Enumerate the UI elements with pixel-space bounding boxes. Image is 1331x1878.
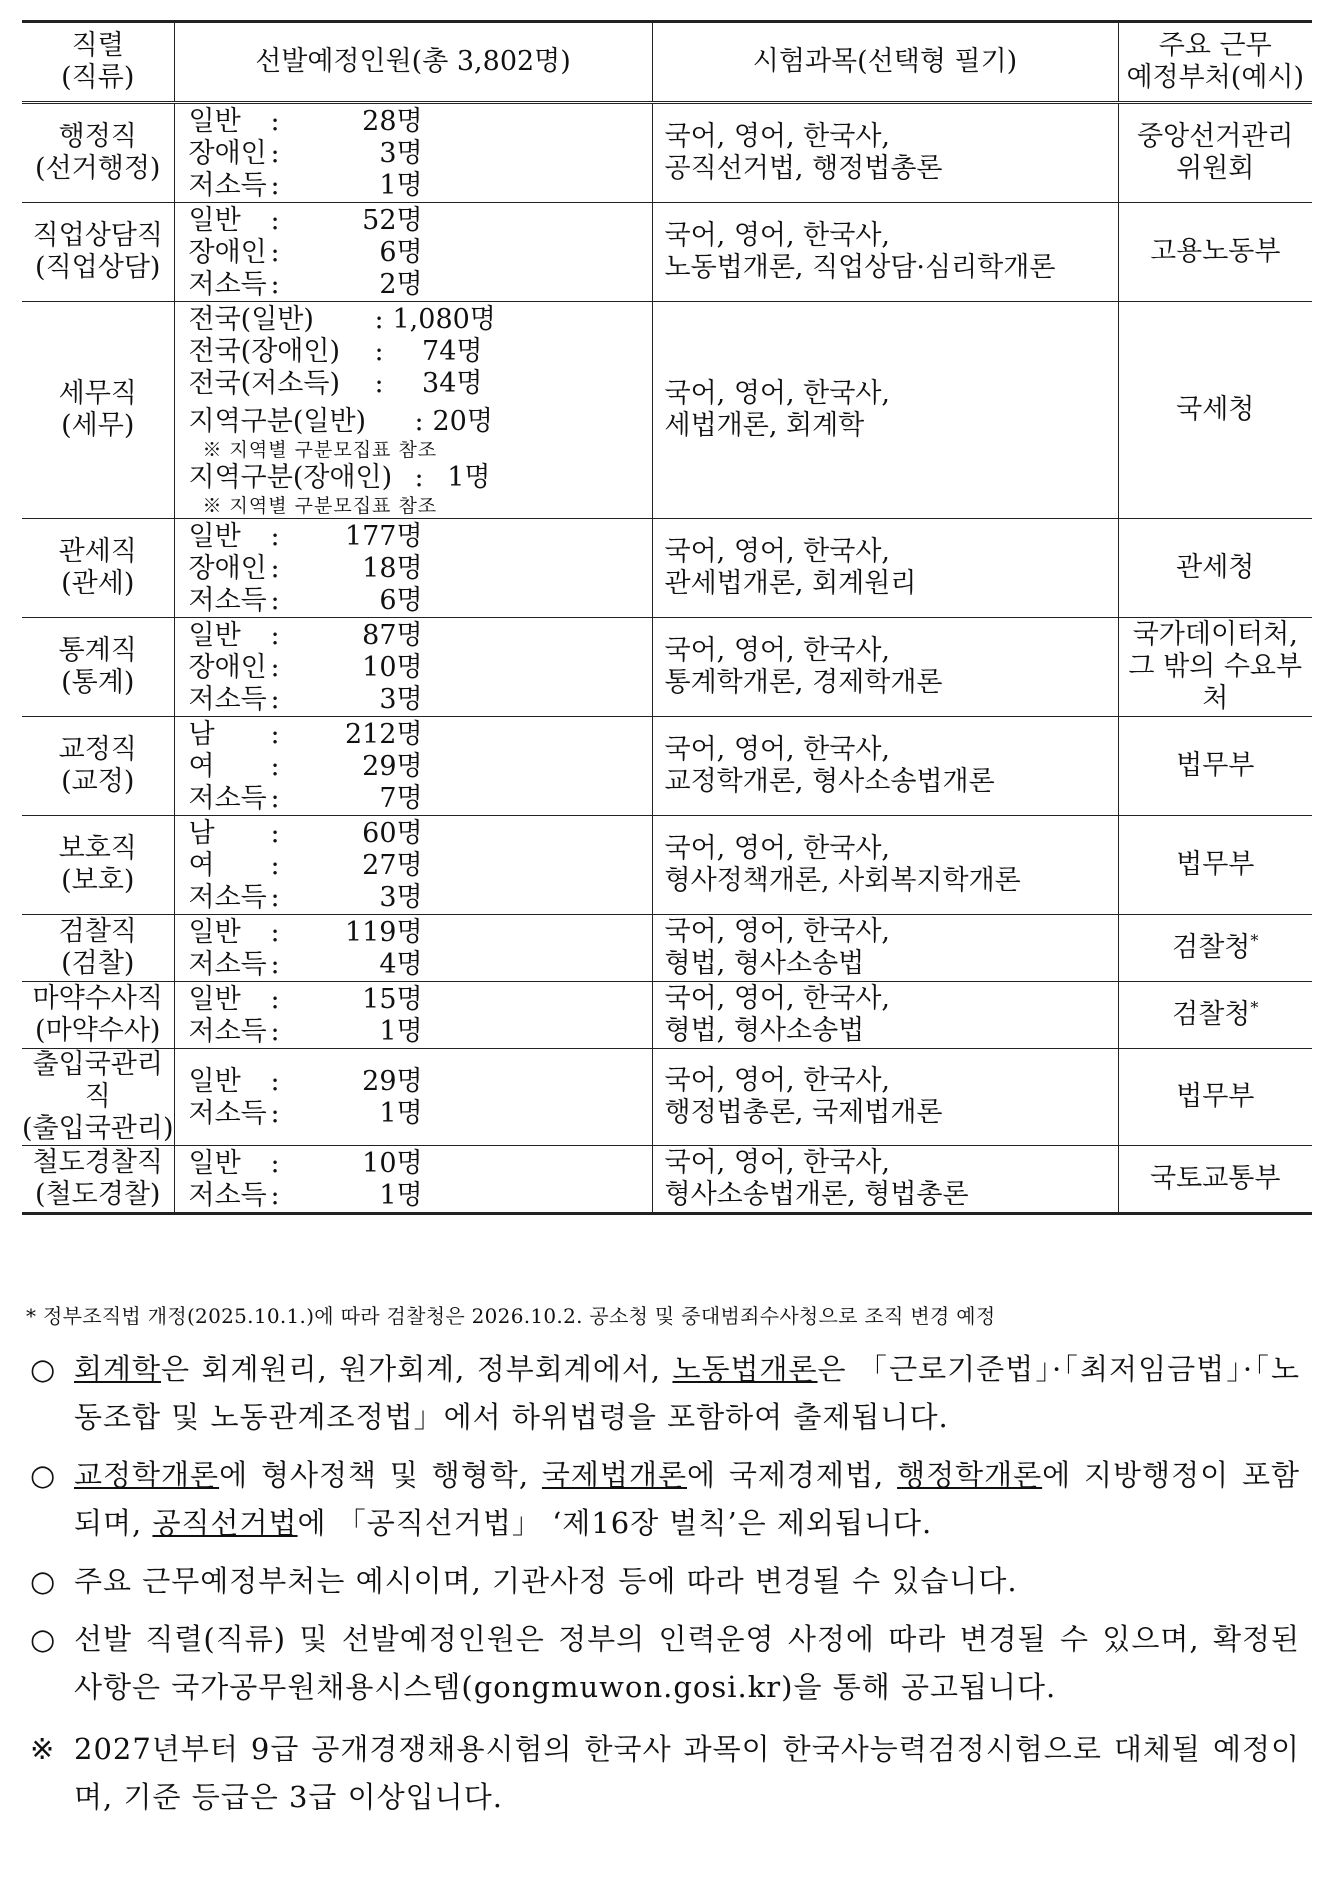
quota-line: 전국(저소득) : 34명 [188,368,483,399]
quota-line: 저소득 : 7 명 [188,783,423,814]
quota-cell [174,816,652,915]
series-cell: 직업상담직 (직업상담) [22,203,174,302]
quota-line: 저소득 : 4 명 [188,949,423,980]
reference-mark: ※ [30,1732,55,1766]
quota-cell [174,717,652,816]
table-row [22,1049,1312,1146]
quota-cell [174,1049,652,1146]
table-row [22,982,1312,1049]
table-row [22,203,1312,302]
quota-line: 저소득 : 1 명 [188,1098,423,1129]
recruitment-table [22,20,1312,1215]
series-cell: 마약수사직 (마약수사) [22,982,174,1049]
quota-cell [174,618,652,717]
department-cell: 법무부 [1118,717,1312,816]
header-quota: 선발예정인원(총 3,802명) [174,22,652,103]
series-cell: 교정직 (교정) [22,717,174,816]
department-cell: 국가데이터처, 그 밖의 수요부처 [1118,618,1312,717]
quota-line: 일반 : 10 명 [188,1148,423,1179]
subjects-cell: 국어, 영어, 한국사, 형사소송법개론, 형법총론 [652,1146,1118,1214]
subjects-cell: 국어, 영어, 한국사, 통계학개론, 경제학개론 [652,618,1118,717]
table-header-row [22,22,1312,103]
header-department: 주요 근무 예정부처(예시) [1118,22,1312,103]
quota-line: 일반 : 119 명 [188,917,423,948]
subjects-cell: 국어, 영어, 한국사, 형법, 형사소송법 [652,982,1118,1049]
quota-line: 저소득 : 3 명 [188,882,423,913]
table-row [22,1146,1312,1214]
note-3-text: 주요 근무예정부처는 예시이며, 기관사정 등에 따라 변경될 수 있습니다. [74,1564,1018,1598]
header-series: 직렬 (직류) [22,22,174,103]
quota-line: 일반 : 29 명 [188,1066,423,1097]
department-cell: 국세청 [1118,302,1312,519]
quota-line: 남 : 60 명 [188,818,423,849]
series-cell: 보호직 (보호) [22,816,174,915]
quota-line: 저소득 : 3 명 [188,684,423,715]
quota-line: 남 : 212 명 [188,719,423,750]
subjects-cell: 국어, 영어, 한국사, 노동법개론, 직업상담·심리학개론 [652,203,1118,302]
bullet-circle: ○ [30,1458,56,1492]
regional-table-reference-note: ※ 지역별 구분모집표 참조 [202,495,438,517]
quota-cell [174,915,652,982]
quota-line: 장애인 : 10 명 [188,652,423,683]
quota-line: 전국(일반) : 1,080명 [188,304,496,335]
quota-line: 저소득 : 1 명 [188,1180,423,1211]
footnote-marker: * [1250,931,1259,950]
department-cell: 검찰청* [1118,915,1312,982]
table-footnote: * 정부조직법 개정(2025.10.1.)에 따라 검찰청은 2026.10.2. 공소청 및 중대범죄수사청으로 조직 변경 예정 [26,1304,996,1328]
quota-line: 저소득 : 1 명 [188,170,423,201]
subjects-cell: 국어, 영어, 한국사, 형법, 형사소송법 [652,915,1118,982]
note-2 [30,1451,1300,1547]
regional-table-reference-note: ※ 지역별 구분모집표 참조 [202,439,438,461]
quota-cell [174,982,652,1049]
quota-cell [174,203,652,302]
quota-line: 장애인 : 3 명 [188,138,423,169]
note-3 [30,1557,1300,1605]
quota-line: 일반 : 87 명 [188,620,423,651]
subjects-cell: 국어, 영어, 한국사, 공직선거법, 행정법총론 [652,103,1118,203]
quota-line: 여 : 29 명 [188,751,423,782]
subjects-cell: 국어, 영어, 한국사, 관세법개론, 회계원리 [652,519,1118,618]
department-cell: 법무부 [1118,816,1312,915]
note-5 [30,1725,1300,1821]
series-cell: 검찰직 (검찰) [22,915,174,982]
quota-line: 일반 : 28 명 [188,106,423,137]
quota-line: 여 : 27 명 [188,850,423,881]
department-cell: 고용노동부 [1118,203,1312,302]
subjects-cell: 국어, 영어, 한국사, 세법개론, 회계학 [652,302,1118,519]
series-cell: 통계직 (통계) [22,618,174,717]
note-1-text: 회계학은 회계원리, 원가회계, 정부회계에서, 노동법개론은 「근로기준법」·「최저임금법」·「노동조합 및 노동관계조정법」에서 하위법령을 포함하여 출제됩니다. [74,1352,1300,1434]
regional-quota-line: 지역구분(장애인) : 1명 [188,462,491,493]
table-row [22,302,1312,519]
bullet-circle: ○ [30,1622,56,1656]
quota-line: 일반 : 52 명 [188,205,423,236]
department-cell: 관세청 [1118,519,1312,618]
footnote-marker: * [1250,998,1259,1017]
department-cell: 국토교통부 [1118,1146,1312,1214]
quota-line: 장애인 : 18 명 [188,553,423,584]
quota-cell [174,103,652,203]
quota-cell [174,1146,652,1214]
quota-line: 저소득 : 2 명 [188,269,423,300]
series-cell: 관세직 (관세) [22,519,174,618]
table-row [22,519,1312,618]
table-row [22,103,1312,203]
subjects-cell: 국어, 영어, 한국사, 교정학개론, 형사소송법개론 [652,717,1118,816]
quota-line: 전국(장애인) : 74명 [188,336,483,367]
table-row [22,618,1312,717]
regional-quota-line: 지역구분(일반) : 20명 [188,406,493,437]
quota-cell [174,302,652,519]
subjects-cell: 국어, 영어, 한국사, 행정법총론, 국제법개론 [652,1049,1118,1146]
quota-line: 일반 : 15 명 [188,984,423,1015]
department-cell: 검찰청* [1118,982,1312,1049]
department-cell: 법무부 [1118,1049,1312,1146]
table-row [22,816,1312,915]
series-cell: 세무직 (세무) [22,302,174,519]
note-5-text: 2027년부터 9급 공개경쟁채용시험의 한국사 과목이 한국사능력검정시험으로 대체될 예정이며, 기준 등급은 3급 이상입니다. [74,1732,1300,1814]
series-cell: 행정직 (선거행정) [22,103,174,203]
quota-line: 장애인 : 6 명 [188,237,423,268]
notes-section [30,1345,1300,1831]
department-cell: 중앙선거관리 위원회 [1118,103,1312,203]
quota-line: 저소득 : 1 명 [188,1016,423,1047]
bullet-circle: ○ [30,1564,56,1598]
quota-line: 저소득 : 6 명 [188,585,423,616]
note-1 [30,1345,1300,1441]
series-cell: 철도경찰직 (철도경찰) [22,1146,174,1214]
quota-line: 일반 : 177 명 [188,521,423,552]
series-cell: 출입국관리직 (출입국관리) [22,1049,174,1144]
bullet-circle: ○ [30,1352,56,1386]
note-4 [30,1615,1300,1711]
quota-cell [174,519,652,618]
note-4-text: 선발 직렬(직류) 및 선발예정인원은 정부의 인력운영 사정에 따라 변경될 수 있으며, 확정된 사항은 국가공무원채용시스템(gongmuwon.gosi.kr)을 통해 공고됩니다. [74,1622,1300,1704]
table-row [22,915,1312,982]
subjects-cell: 국어, 영어, 한국사, 형사정책개론, 사회복지학개론 [652,816,1118,915]
header-subjects: 시험과목(선택형 필기) [652,22,1118,103]
table-row [22,717,1312,816]
note-2-text: 교정학개론에 형사정책 및 행형학, 국제법개론에 국제경제법, 행정학개론에 지방행정이 포함되며, 공직선거법에 「공직선거법」 ‘제16장 벌칙’은 제외됩니다. [74,1458,1300,1540]
